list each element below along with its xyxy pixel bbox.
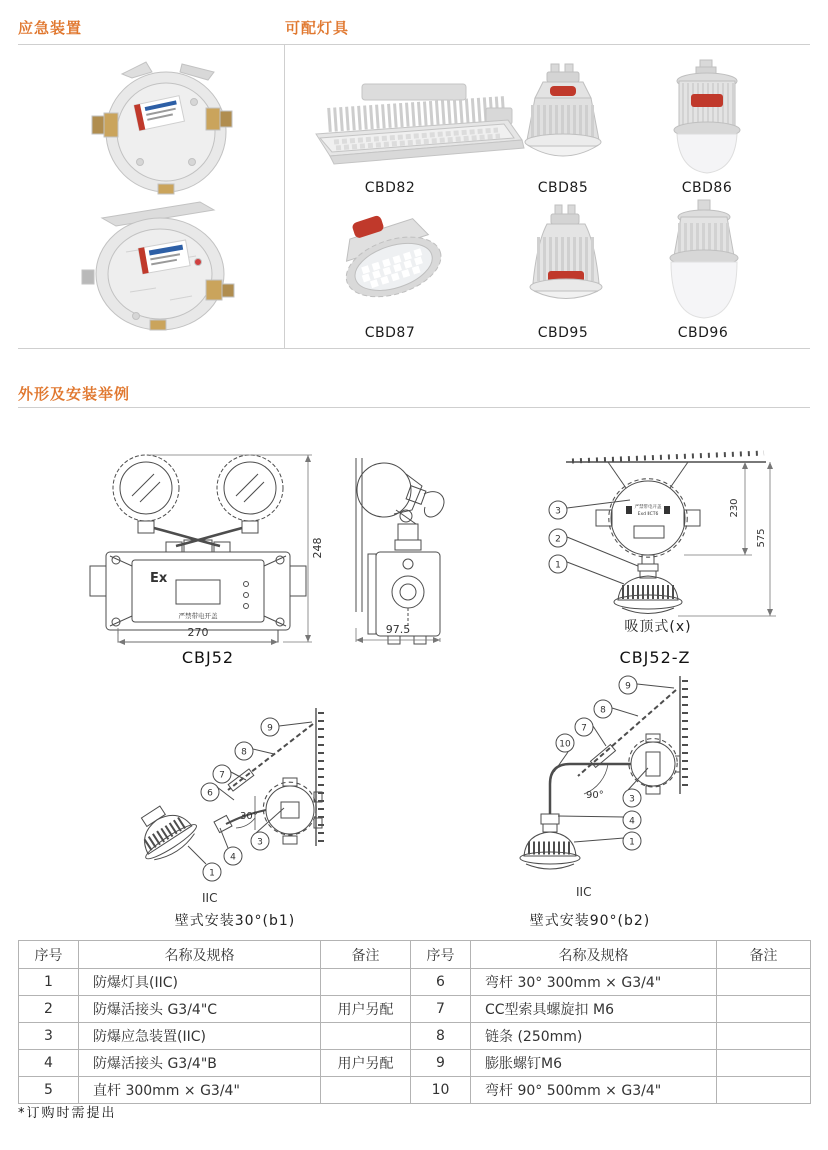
col-header-no-left: 序号	[19, 941, 79, 969]
wall30-callout-8: 8	[241, 747, 247, 758]
wall90-group-label: IIC	[576, 885, 592, 899]
wall30-angle-label: 30°	[240, 811, 258, 822]
wall90-callout-7: 7	[581, 723, 587, 734]
parts-table-header-row	[19, 941, 811, 969]
part-note	[717, 1077, 811, 1104]
wall90-callout-8: 8	[600, 705, 606, 716]
dim-248: 248	[311, 537, 324, 559]
part-no: 4	[19, 1050, 79, 1077]
ex-mark-text: Ex	[150, 571, 168, 586]
lamp-model-cbd86: CBD86	[681, 180, 733, 196]
part-no: 9	[411, 1050, 471, 1077]
lamp-model-cbd82: CBD82	[364, 180, 416, 196]
part-no: 7	[411, 996, 471, 1023]
part-name: CC型索具螺旋扣 M6	[471, 996, 717, 1023]
lamp-photo-cbd85	[505, 62, 621, 182]
lamp-photo-cbd87	[328, 205, 458, 323]
part-no: 2	[19, 996, 79, 1023]
model-label-cbj52z: CBJ52-Z	[619, 648, 691, 667]
wall90-angle-label: 90°	[586, 790, 604, 801]
col-header-note-left: 备注	[321, 941, 411, 969]
drawing-wall-mount-30	[78, 688, 428, 906]
section-divider	[18, 348, 810, 349]
part-name: 直杆 300mm × G3/4"	[79, 1077, 321, 1104]
part-note: 用户另配	[321, 1050, 411, 1077]
caption-wall-mount-30: 壁式安装30°(b1)	[174, 913, 296, 929]
wall30-callout-4: 4	[230, 852, 236, 863]
wall30-callout-3: 3	[257, 837, 263, 848]
part-name: 防爆应急装置(IIC)	[79, 1023, 321, 1050]
table-row	[19, 1077, 811, 1104]
dim-270: 270	[187, 626, 209, 639]
part-note	[321, 1023, 411, 1050]
lamp-photo-cbd96	[645, 198, 763, 326]
part-note	[717, 1023, 811, 1050]
lamp-photo-cbd95	[505, 203, 627, 325]
part-name: 链条 (250mm)	[471, 1023, 717, 1050]
ceiling-box-line2: Exd ⅡCT6	[637, 512, 659, 517]
wall90-callout-1: 1	[629, 837, 635, 848]
part-no: 6	[411, 969, 471, 996]
ceiling-callout-3: 3	[555, 506, 561, 517]
part-note	[321, 1077, 411, 1104]
part-note	[717, 996, 811, 1023]
dim-575: 575	[756, 528, 767, 548]
lamp-photo-cbd82	[300, 78, 535, 180]
part-name: 防爆活接头 G3/4"C	[79, 996, 321, 1023]
part-name: 防爆灯具(IIC)	[79, 969, 321, 996]
table-row	[19, 996, 811, 1023]
wall30-callout-1: 1	[209, 868, 215, 879]
wall90-callout-3: 3	[629, 794, 635, 805]
part-name: 膨胀螺钉M6	[471, 1050, 717, 1077]
part-note: 用户另配	[321, 996, 411, 1023]
col-header-no-right: 序号	[411, 941, 471, 969]
front-view-warning-text: 严禁带电开盖	[178, 612, 218, 620]
table-row	[19, 969, 811, 996]
emergency-device-photo-1	[88, 58, 243, 196]
drawing-cbj52-side-view	[346, 452, 464, 647]
part-name: 防爆活接头 G3/4"B	[79, 1050, 321, 1077]
col-header-name-right: 名称及规格	[471, 941, 717, 969]
part-note	[717, 969, 811, 996]
part-note	[321, 969, 411, 996]
dim-97-5: 97.5	[385, 623, 411, 636]
wall30-callout-9: 9	[267, 723, 273, 734]
wall90-callout-10: 10	[559, 739, 571, 750]
lamp-photo-cbd86	[650, 58, 765, 183]
part-no: 3	[19, 1023, 79, 1050]
lamp-model-cbd87: CBD87	[364, 325, 416, 341]
lamp-model-cbd95: CBD95	[537, 325, 589, 341]
part-name: 弯杆 90° 500mm × G3/4"	[471, 1077, 717, 1104]
wall30-callout-6: 6	[207, 788, 213, 799]
table-row	[19, 1023, 811, 1050]
parts-table	[18, 940, 811, 1104]
wall90-callout-4: 4	[629, 816, 635, 827]
part-no: 1	[19, 969, 79, 996]
ceiling-callout-1: 1	[555, 560, 561, 571]
caption-ceiling-mount: 吸顶式(x)	[624, 619, 692, 635]
lamp-model-cbd85: CBD85	[537, 180, 589, 196]
ceiling-callout-2: 2	[555, 534, 561, 545]
drawing-cbj52-front-view	[88, 448, 328, 648]
heading-installation-examples: 外形及安装举例	[18, 385, 131, 403]
part-no: 5	[19, 1077, 79, 1104]
drawing-wall-mount-90	[478, 664, 788, 909]
col-header-name-left: 名称及规格	[79, 941, 321, 969]
part-no: 8	[411, 1023, 471, 1050]
heading-compatible-lamps: 可配灯具	[285, 19, 350, 37]
wall30-group-label: IIC	[202, 891, 218, 905]
caption-wall-mount-90: 壁式安装90°(b2)	[529, 913, 651, 929]
col-header-note-right: 备注	[717, 941, 811, 969]
order-footnote: *订购时需提出	[18, 1106, 117, 1121]
wall30-callout-7: 7	[219, 770, 225, 781]
part-note	[717, 1050, 811, 1077]
table-row	[19, 1050, 811, 1077]
ceiling-box-line1: 严禁带电开盖	[634, 505, 662, 510]
heading-underline-installation	[18, 407, 810, 408]
section-vertical-divider	[284, 44, 285, 348]
part-name: 弯杆 30° 300mm × G3/4"	[471, 969, 717, 996]
dim-230: 230	[729, 498, 740, 518]
heading-emergency-devices: 应急装置	[18, 19, 83, 37]
wall90-callout-9: 9	[625, 681, 631, 692]
part-no: 10	[411, 1077, 471, 1104]
lamp-model-cbd96: CBD96	[677, 325, 729, 341]
heading-underline-top	[18, 44, 810, 45]
emergency-device-photo-2	[80, 196, 240, 332]
drawing-ceiling-mount	[538, 448, 793, 620]
model-label-cbj52: CBJ52	[181, 648, 235, 667]
